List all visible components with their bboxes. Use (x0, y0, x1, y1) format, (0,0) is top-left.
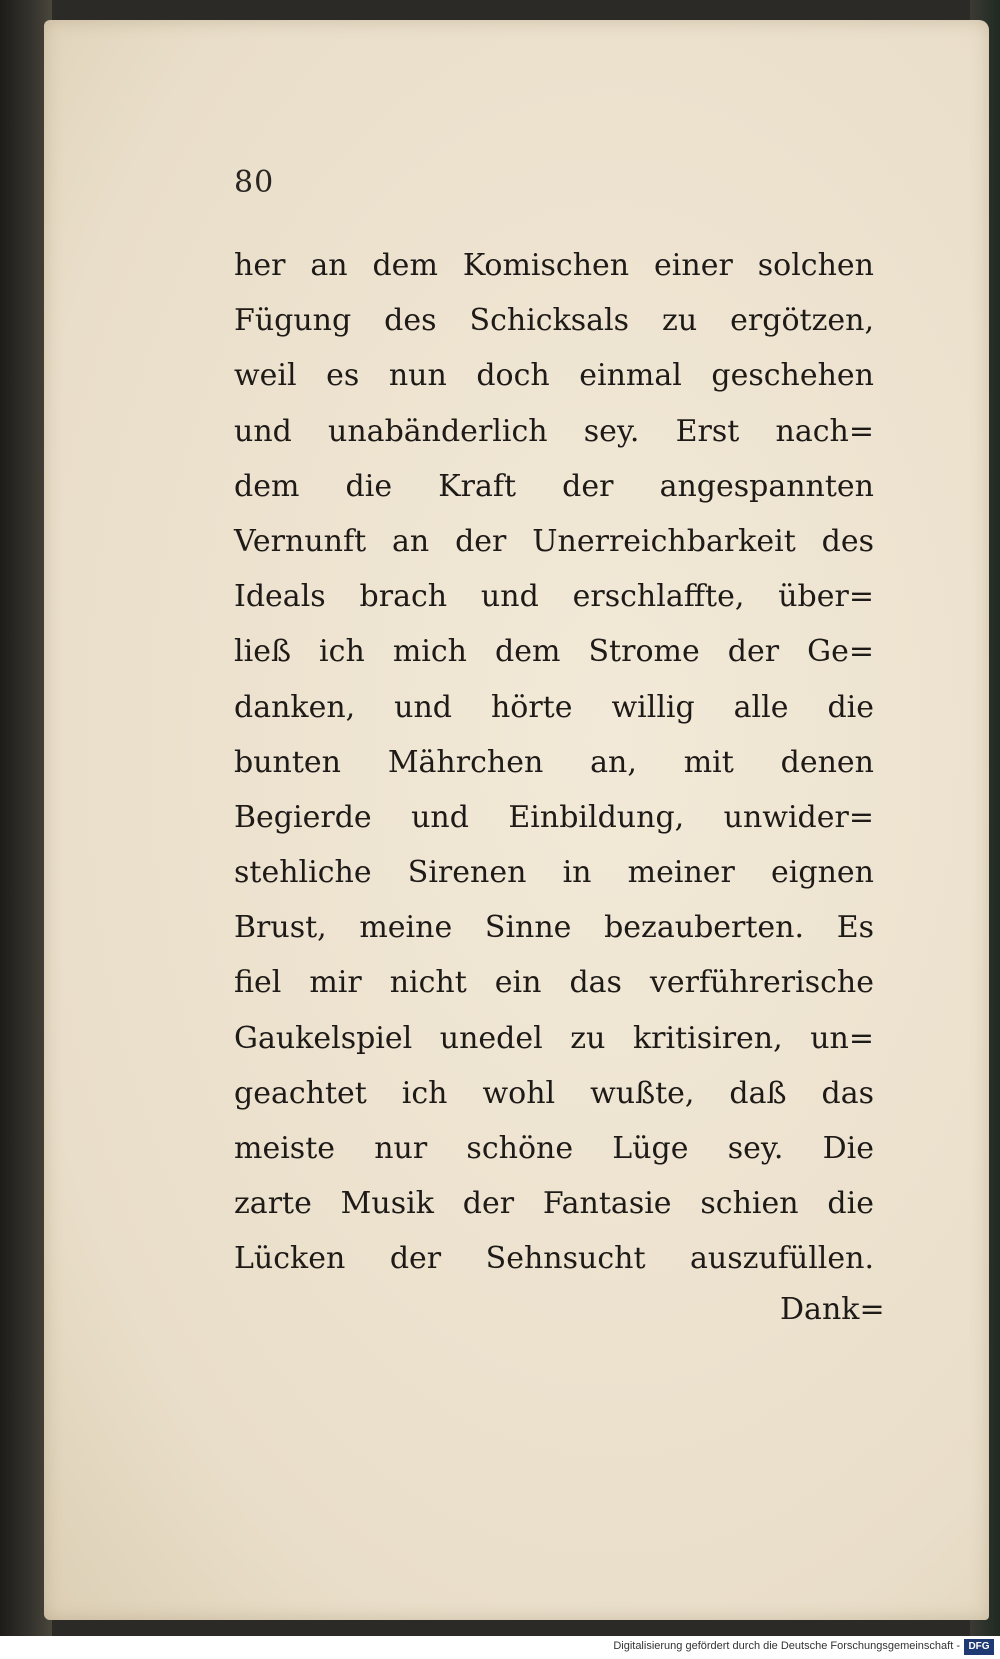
catchword: Dank= (780, 1292, 885, 1327)
text-line: fiel mir nicht ein das verführerische (234, 965, 874, 1001)
text-line: danken, und hörte willig alle die (234, 689, 874, 725)
text-line: Ideals brach und erschlaffte, über= (234, 579, 874, 615)
text-line: zarte Musik der Fantasie schien die (234, 1186, 874, 1222)
digitization-footer (0, 1636, 1000, 1659)
text-line: und unabänderlich sey. Erst nach= (234, 413, 874, 449)
text-line: Vernunft an der Unerreichbarkeit des (234, 523, 874, 559)
text-line: meiste nur schöne Lüge sey. Die (234, 1131, 874, 1166)
text-line: bunten Mährchen an, mit denen (234, 744, 874, 780)
text-line: Brust, meine Sinne bezauberten. Es (234, 910, 874, 946)
text-line: ließ ich mich dem Strome der Ge= (234, 634, 874, 670)
text-line: stehliche Sirenen in meiner eignen (234, 855, 874, 891)
text-line: Lücken der Sehnsucht auszufüllen. (234, 1241, 874, 1277)
text-line: her an dem Komischen einer solchen (234, 248, 874, 283)
text-line: weil es nun doch einmal geschehen (234, 358, 874, 394)
text-line: Begierde und Einbildung, unwider= (234, 799, 874, 835)
text-line: geachtet ich wohl wußte, daß das (234, 1075, 874, 1111)
body-text (234, 238, 874, 1287)
text-line: dem die Kraft der angespannten (234, 468, 874, 504)
text-line: Fügung des Schicksals zu ergötzen, (234, 303, 874, 339)
page-number: 80 (234, 165, 275, 200)
text-line: Gaukelspiel unedel zu kritisiren, un= (234, 1020, 874, 1056)
dfg-logo: DFG (964, 1639, 994, 1655)
funding-credit: Digitalisierung gefördert durch die Deutsche Forschungsgemeinschaft - (613, 1640, 960, 1652)
